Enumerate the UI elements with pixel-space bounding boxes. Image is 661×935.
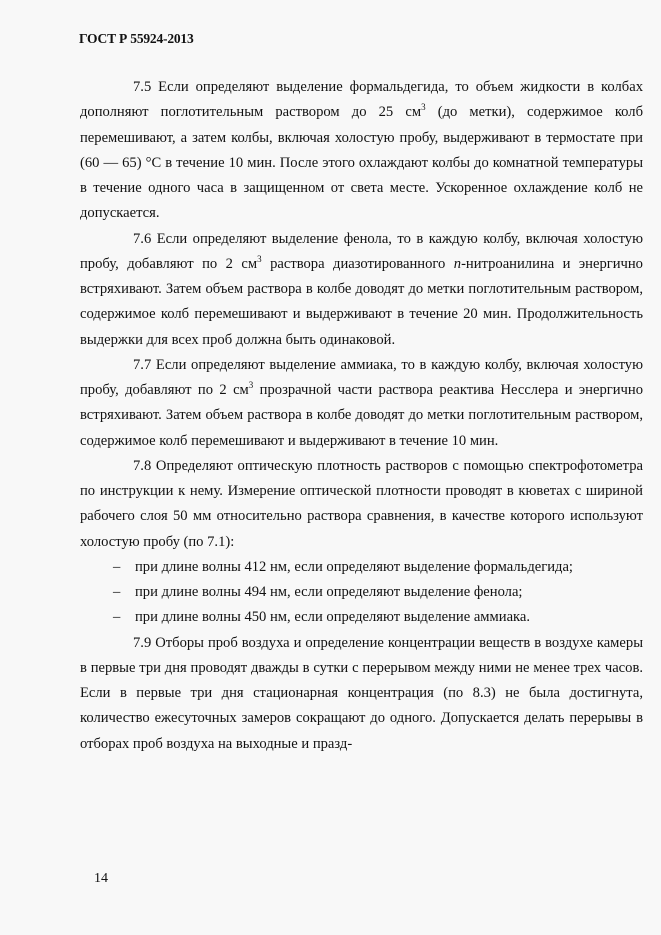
page-number: 14	[94, 871, 108, 886]
list-item-text: при длине волны 494 нм, если определяют выделение фенола;	[135, 584, 523, 600]
superscript: 3	[257, 253, 262, 264]
paragraph-text: прозрачной части раствора реактива Несслера и энергично встряхивают. Затем объем раствора в колбе доводят до метки поглотительным раствором, содержимое колб перемешивают и выдерживают в течение 10 мин.	[80, 382, 643, 449]
document-header-standard-number: ГОСТ Р 55924-2013	[79, 31, 194, 46]
paragraph-text: раствора диазотированного	[261, 255, 454, 272]
paragraph-7-6	[80, 227, 643, 353]
paragraph-text: 7.5 Если определяют выделение формальдегида, то объем жидкости в колбах дополняют поглотительным раствором до 25 см	[80, 79, 643, 121]
paragraph-7-5	[80, 75, 643, 227]
paragraph-7-7	[80, 353, 643, 454]
dash-bullet-icon: –	[113, 609, 121, 626]
list-item	[80, 555, 643, 580]
paragraph-7-8: 7.8 Определяют оптическую плотность растворов с помощью спектрофотометра по инструкции к нему. Измерение оптической плотности проводят в кюветах с шириной рабочего слоя 50 мм относительно раствора сравнения, в качестве которого используют холостую пробу (по 7.1):	[80, 457, 643, 550]
dash-bullet-icon: –	[113, 558, 121, 575]
wavelength-list	[80, 555, 643, 631]
superscript: 3	[248, 380, 254, 390]
paragraph-text: (до метки), содержимое колб перемешивают, а затем колбы, включая холостую пробу, выдерживают в термостате при (60 — 65) °С в течение 10 мин. После этого охлаждают колбы до комнатной температуры в течение одного часа в защищенном от света месте. Ускоренное охлаждение колб не допускается.	[80, 104, 643, 222]
superscript: 3	[421, 102, 426, 113]
list-item-text: при длине волны 450 нм, если определяют выделение аммиака.	[135, 609, 531, 626]
paragraph-text: -нитроанилина и энергично встряхивают. Затем объем раствора в колбе доводят до метки поглотительным раствором, содержимое колб перемешивают и выдерживают в течение 20 мин. Продолжительность выдержки для всех проб должна быть одинаковой.	[80, 255, 643, 348]
italic-text: n	[453, 255, 462, 272]
list-item	[80, 580, 643, 605]
paragraph-text: 7.7 Если определяют выделение аммиака, то в каждую колбу, включая холостую пробу, добавляют по 2 см	[80, 356, 643, 398]
list-item	[80, 605, 643, 630]
paragraph-7-9: 7.9 Отборы проб воздуха и определение концентрации веществ в воздухе камеры в первые три дня проводят дважды в сутки с перерывом между ними не менее трех часов. Если в первые три дня стационарная концентрация (по 8.3) не была достигнута, количество ежесуточных замеров сокращают до одного. Допускается делать перерывы в отборах проб воздуха на выходные и празд-	[80, 634, 643, 752]
list-item-text: при длине волны 412 нм, если определяют выделение формальдегида;	[135, 558, 573, 575]
document-body	[80, 75, 643, 757]
dash-bullet-icon: –	[113, 584, 121, 600]
paragraph-text: 7.6 Если определяют выделение фенола, то в каждую колбу, включая холостую пробу, добавляют по 2 см	[80, 230, 643, 272]
